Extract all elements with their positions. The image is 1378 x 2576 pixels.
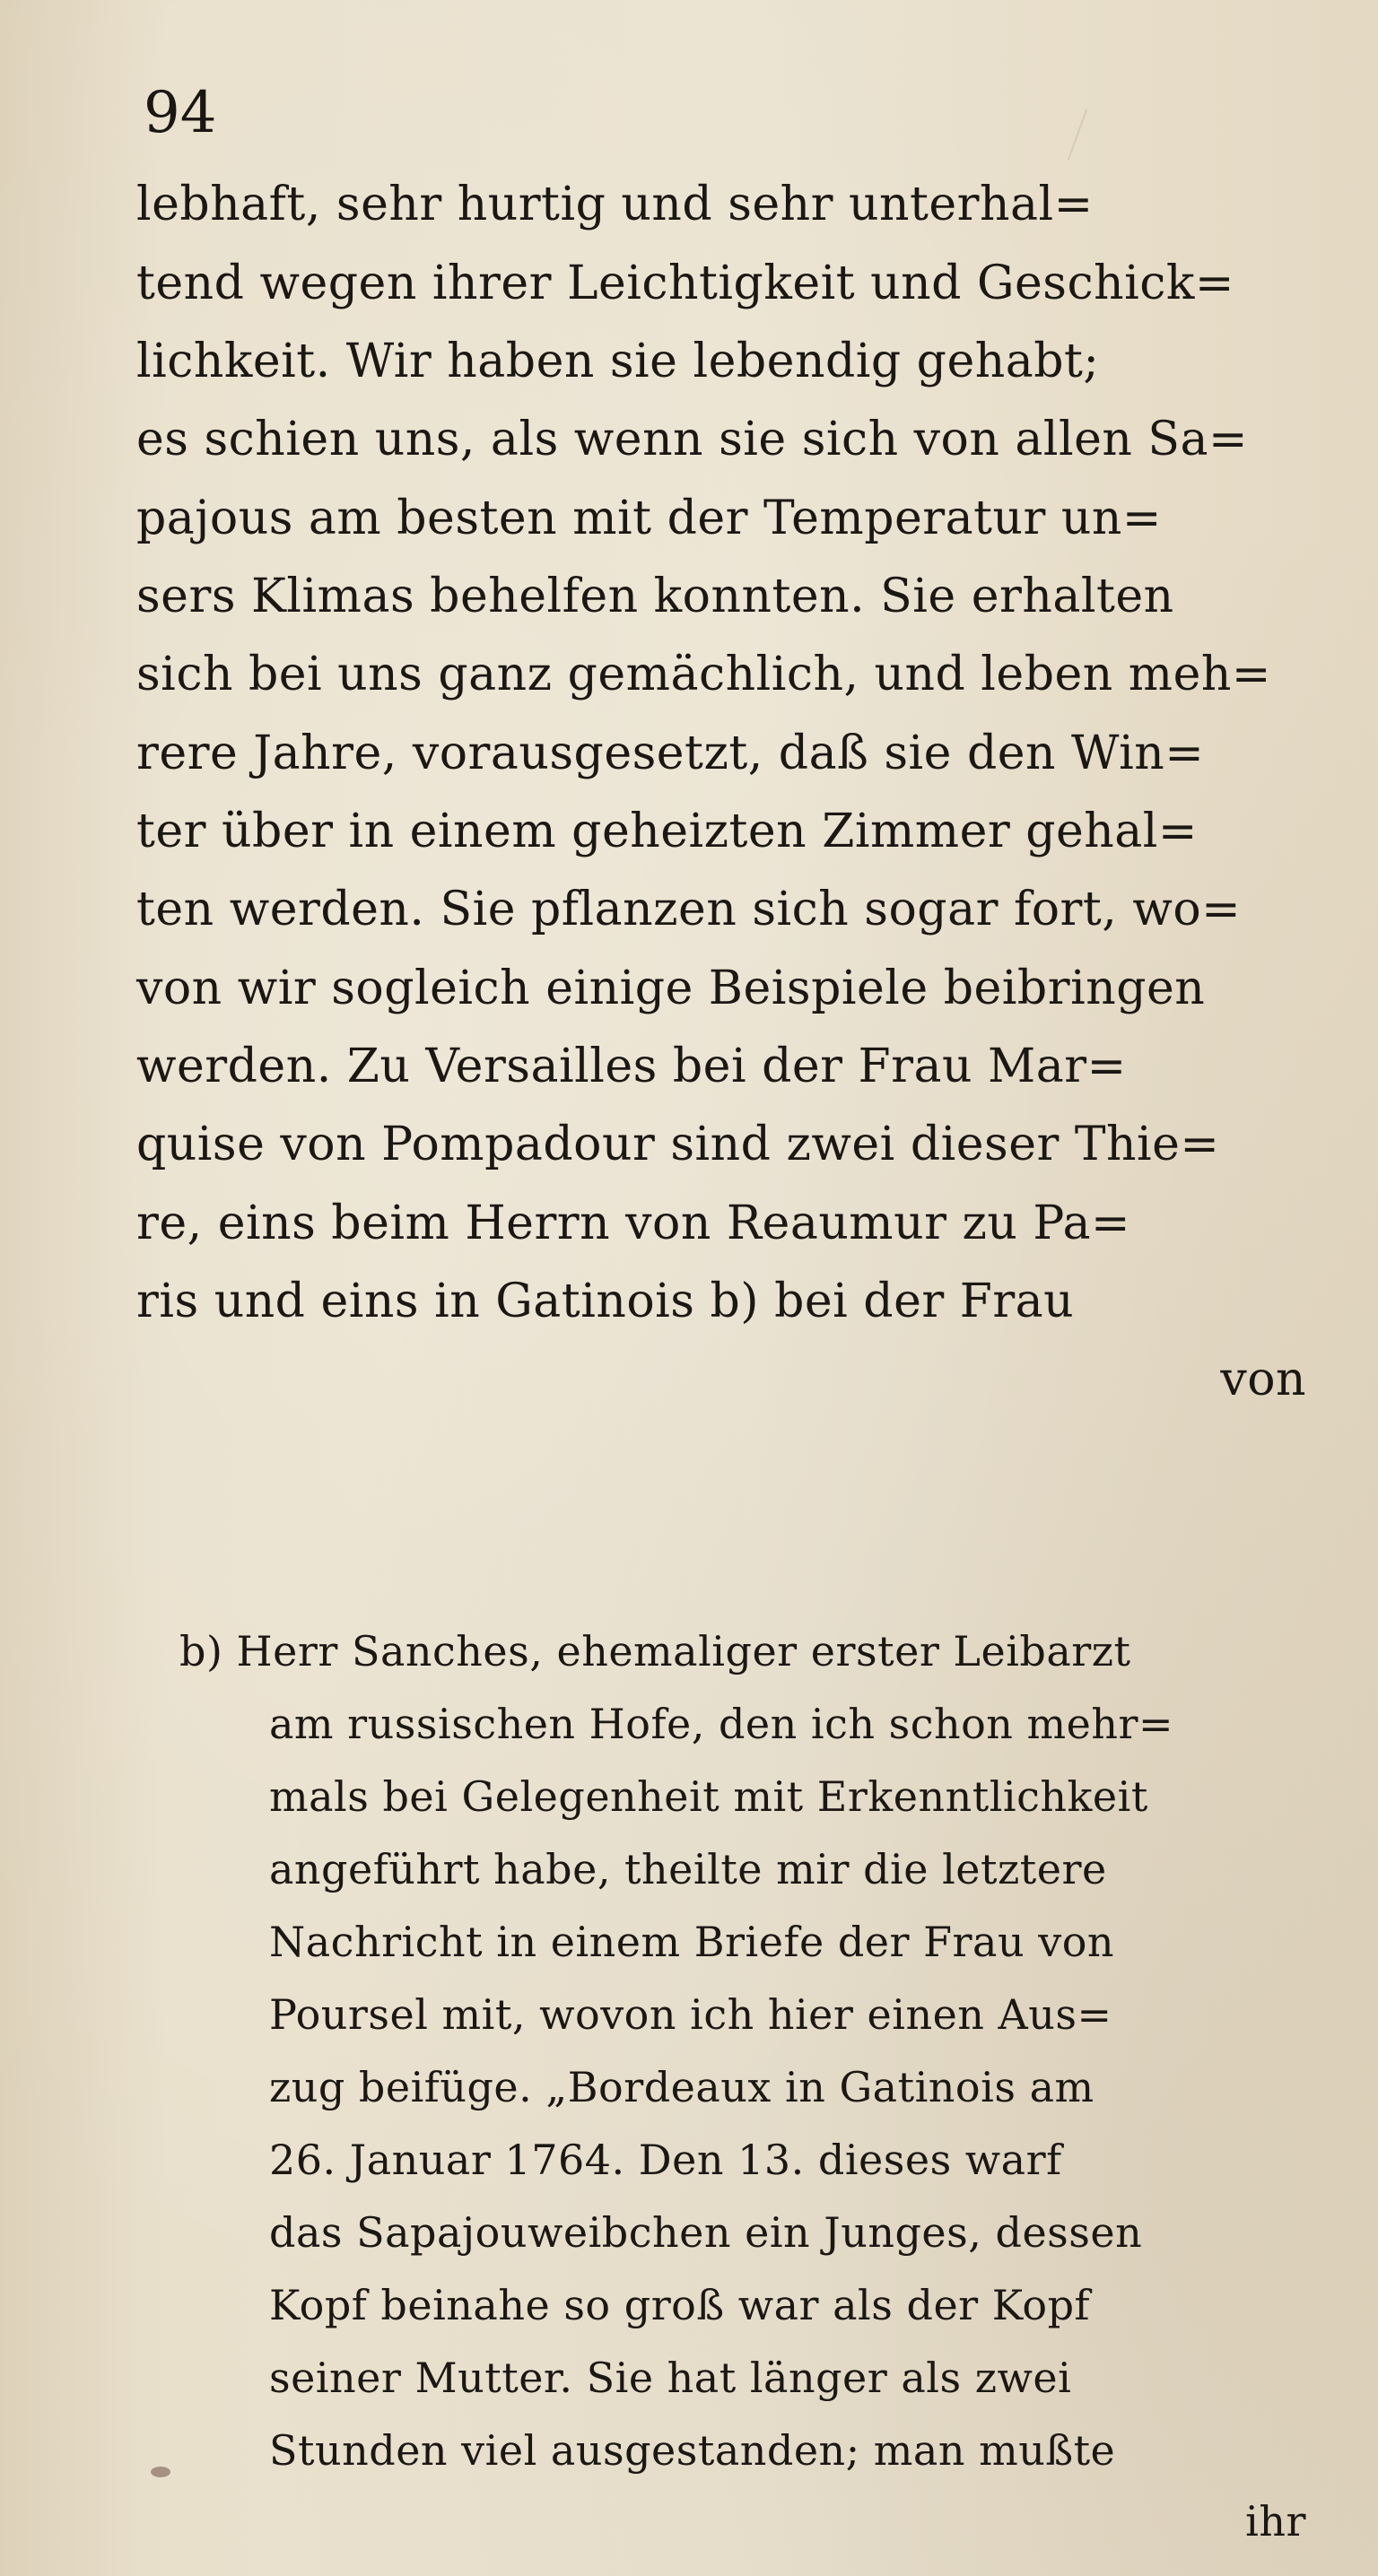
main-text-line: sers Klimas behelfen konnten. Sie erhalten bbox=[136, 570, 1174, 623]
main-text-line: werden. Zu Versailles bei der Frau Mar= bbox=[136, 1040, 1127, 1093]
footnote-line: Poursel mit, wovon ich hier einen Aus= bbox=[269, 1990, 1112, 2039]
main-text-line: ten werden. Sie pflanzen sich sogar fort, wo= bbox=[136, 883, 1242, 936]
main-text-line: re, eins beim Herrn von Reaumur zu Pa= bbox=[136, 1197, 1131, 1250]
main-text-line: es schien uns, als wenn sie sich von allen Sa= bbox=[136, 413, 1249, 466]
footnote-line: Stunden viel ausgestanden; man mußte bbox=[269, 2426, 1116, 2475]
footnote-line: b) Herr Sanches, ehemaliger erster Leibarzt bbox=[179, 1627, 1131, 1675]
footnote-line: am russischen Hofe, den ich schon mehr= bbox=[269, 1700, 1174, 1748]
main-text-line: ter über in einem geheizten Zimmer gehal= bbox=[136, 805, 1198, 858]
footnote-line: 26. Januar 1764. Den 13. dieses warf bbox=[269, 2136, 1062, 2184]
footnote-line: angeführt habe, theilte mir die letztere bbox=[269, 1845, 1107, 1893]
catchword-footnote: ihr bbox=[1245, 2497, 1306, 2546]
footnote-line: das Sapajouweibchen ein Junges, dessen bbox=[269, 2208, 1143, 2257]
ink-stain bbox=[151, 2467, 170, 2477]
main-text-line: sich bei uns ganz gemächlich, und leben meh= bbox=[136, 648, 1271, 701]
main-text-line: pajous am besten mit der Temperatur un= bbox=[136, 492, 1162, 545]
main-text-line: tend wegen ihrer Leichtigkeit und Geschick= bbox=[136, 257, 1234, 310]
main-text-line: lebhaft, sehr hurtig und sehr unterhal= bbox=[136, 178, 1094, 231]
main-text-line: rere Jahre, vorausgesetzt, daß sie den Win= bbox=[136, 727, 1205, 780]
main-text-line: lichkeit. Wir haben sie lebendig gehabt; bbox=[136, 335, 1100, 388]
main-text-line: quise von Pompadour sind zwei dieser Thie= bbox=[136, 1118, 1220, 1171]
footnote-line: mals bei Gelegenheit mit Erkenntlichkeit bbox=[269, 1772, 1148, 1821]
footnote-line: seiner Mutter. Sie hat länger als zwei bbox=[269, 2354, 1072, 2402]
catchword-main: von bbox=[1220, 1353, 1306, 1406]
main-text-line: von wir sogleich einige Beispiele beibringen bbox=[136, 962, 1206, 1015]
main-text-line: ris und eins in Gatinois b) bei der Frau bbox=[136, 1275, 1075, 1328]
paper-crease bbox=[1068, 109, 1087, 160]
page-number: 94 bbox=[144, 80, 217, 146]
footnote-line: zug beifüge. „Bordeaux in Gatinois am bbox=[269, 2063, 1095, 2111]
footnote-line: Kopf beinahe so groß war als der Kopf bbox=[269, 2281, 1091, 2329]
footnote-line: Nachricht in einem Briefe der Frau von bbox=[269, 1918, 1115, 1966]
